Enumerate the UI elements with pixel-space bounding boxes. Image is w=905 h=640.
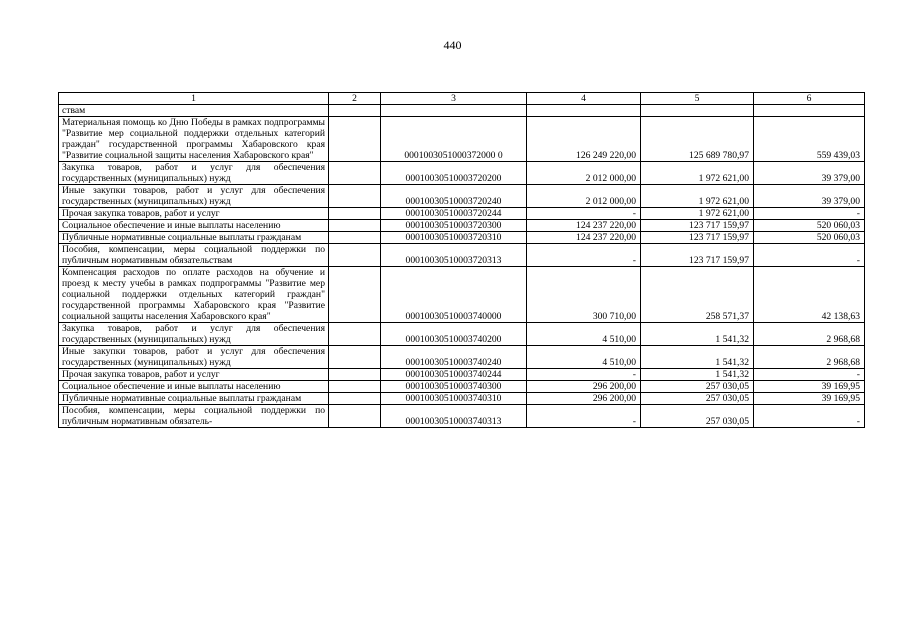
row-name: Иные закупки товаров, работ и услуг для обеспечения государственных (муниципальных) нужд — [59, 185, 329, 208]
row-plan: - — [527, 244, 641, 267]
table-row — [59, 346, 865, 369]
row-plan: - — [527, 208, 641, 220]
row-empty-cell — [329, 323, 381, 346]
column-header-1: 1 — [59, 93, 329, 105]
row-exec: 123 717 159,97 — [641, 220, 754, 232]
row-plan: 4 510,00 — [527, 346, 641, 369]
row-code: 00010030510003740000 — [381, 267, 527, 323]
row-plan: 296 200,00 — [527, 393, 641, 405]
row-exec: 123 717 159,97 — [641, 232, 754, 244]
row-name: Закупка товаров, работ и услуг для обеспечения государственных (муниципальных) нужд — [59, 162, 329, 185]
row-plan: 296 200,00 — [527, 381, 641, 393]
row-rest: - — [754, 369, 865, 381]
table-row — [59, 162, 865, 185]
row-code: 00010030510003740300 — [381, 381, 527, 393]
row-plan — [527, 105, 641, 117]
row-exec: 1 972 621,00 — [641, 208, 754, 220]
table-row — [59, 381, 865, 393]
row-code: 00010030510003740313 — [381, 405, 527, 428]
row-name: ствам — [59, 105, 329, 117]
row-name: Компенсация расходов по оплате расходов на обучение и проезд к месту учебы в рамках подпрограммы "Развитие мер социальной поддержки отдельных категорий граждан" государственной программы Хабаровского края "Развитие социальной защиты населения Хабаровского края" — [59, 267, 329, 323]
row-rest: 2 968,68 — [754, 323, 865, 346]
row-empty-cell — [329, 185, 381, 208]
row-code — [381, 105, 527, 117]
row-plan: 126 249 220,00 — [527, 117, 641, 162]
row-code: 00010030510003720313 — [381, 244, 527, 267]
row-name: Материальная помощь ко Дню Победы в рамках подпрограммы "Развитие мер социальной поддержки отдельных категорий граждан" государственной программы Хабаровского края "Развитие социальной защиты населения Хабаровского края" — [59, 117, 329, 162]
table-header-row — [59, 93, 865, 105]
row-name: Пособия, компенсации, меры социальной поддержки по публичным нормативным обязательствам — [59, 244, 329, 267]
table-row — [59, 393, 865, 405]
row-rest: 520 060,03 — [754, 220, 865, 232]
row-rest: 39 169,95 — [754, 393, 865, 405]
column-header-5: 5 — [641, 93, 754, 105]
row-rest: - — [754, 405, 865, 428]
row-rest: - — [754, 244, 865, 267]
row-code: 00010030510003720244 — [381, 208, 527, 220]
table-row — [59, 117, 865, 162]
row-empty-cell — [329, 105, 381, 117]
row-exec: 1 541,32 — [641, 369, 754, 381]
row-code: 00010030510003720310 — [381, 232, 527, 244]
row-empty-cell — [329, 220, 381, 232]
row-rest: 39 379,00 — [754, 185, 865, 208]
row-rest: - — [754, 208, 865, 220]
row-code: 00010030510003740310 — [381, 393, 527, 405]
row-exec: 257 030,05 — [641, 393, 754, 405]
row-plan: 300 710,00 — [527, 267, 641, 323]
row-exec: 1 541,32 — [641, 346, 754, 369]
row-rest: 2 968,68 — [754, 346, 865, 369]
row-exec: 1 972 621,00 — [641, 162, 754, 185]
table-row — [59, 267, 865, 323]
row-name: Прочая закупка товаров, работ и услуг — [59, 369, 329, 381]
row-empty-cell — [329, 369, 381, 381]
row-rest: 42 138,63 — [754, 267, 865, 323]
row-empty-cell — [329, 244, 381, 267]
row-code: 00010030510003740244 — [381, 369, 527, 381]
budget-execution-table — [58, 92, 865, 428]
row-rest: 39 169,95 — [754, 381, 865, 393]
table-row — [59, 369, 865, 381]
row-name: Публичные нормативные социальные выплаты гражданам — [59, 393, 329, 405]
row-rest — [754, 105, 865, 117]
row-code: 0001003051000372000 0 — [381, 117, 527, 162]
table-row — [59, 405, 865, 428]
column-header-3: 3 — [381, 93, 527, 105]
row-plan: 4 510,00 — [527, 323, 641, 346]
row-code: 00010030510003720240 — [381, 185, 527, 208]
row-plan: 124 237 220,00 — [527, 232, 641, 244]
row-rest: 520 060,03 — [754, 232, 865, 244]
row-plan: 124 237 220,00 — [527, 220, 641, 232]
row-code: 00010030510003740240 — [381, 346, 527, 369]
column-header-2: 2 — [329, 93, 381, 105]
row-plan: 2 012 000,00 — [527, 162, 641, 185]
table-row — [59, 244, 865, 267]
table-row — [59, 323, 865, 346]
row-code: 00010030510003740200 — [381, 323, 527, 346]
table-row — [59, 208, 865, 220]
row-code: 00010030510003720200 — [381, 162, 527, 185]
table-row — [59, 232, 865, 244]
row-name: Социальное обеспечение и иные выплаты населению — [59, 220, 329, 232]
row-empty-cell — [329, 267, 381, 323]
table-row — [59, 220, 865, 232]
row-exec: 1 541,32 — [641, 323, 754, 346]
row-empty-cell — [329, 232, 381, 244]
row-exec: 258 571,37 — [641, 267, 754, 323]
column-header-4: 4 — [527, 93, 641, 105]
row-exec: 125 689 780,97 — [641, 117, 754, 162]
row-rest: 559 439,03 — [754, 117, 865, 162]
row-name: Прочая закупка товаров, работ и услуг — [59, 208, 329, 220]
row-empty-cell — [329, 162, 381, 185]
row-plan: 2 012 000,00 — [527, 185, 641, 208]
row-exec: 257 030,05 — [641, 405, 754, 428]
row-empty-cell — [329, 393, 381, 405]
row-rest: 39 379,00 — [754, 162, 865, 185]
row-empty-cell — [329, 208, 381, 220]
row-exec: 257 030,05 — [641, 381, 754, 393]
row-plan: - — [527, 405, 641, 428]
row-code: 00010030510003720300 — [381, 220, 527, 232]
row-empty-cell — [329, 381, 381, 393]
column-header-6: 6 — [754, 93, 865, 105]
row-empty-cell — [329, 117, 381, 162]
table-row — [59, 185, 865, 208]
row-name: Публичные нормативные социальные выплаты гражданам — [59, 232, 329, 244]
page-number: 440 — [443, 38, 462, 52]
row-name: Закупка товаров, работ и услуг для обеспечения государственных (муниципальных) нужд — [59, 323, 329, 346]
row-name: Социальное обеспечение и иные выплаты населению — [59, 381, 329, 393]
row-exec: 123 717 159,97 — [641, 244, 754, 267]
row-name: Иные закупки товаров, работ и услуг для обеспечения государственных (муниципальных) нужд — [59, 346, 329, 369]
row-empty-cell — [329, 405, 381, 428]
row-name: Пособия, компенсации, меры социальной поддержки по публичным нормативным обязатель- — [59, 405, 329, 428]
table-row — [59, 105, 865, 117]
row-plan: - — [527, 369, 641, 381]
row-empty-cell — [329, 346, 381, 369]
row-exec: 1 972 621,00 — [641, 185, 754, 208]
row-exec — [641, 105, 754, 117]
